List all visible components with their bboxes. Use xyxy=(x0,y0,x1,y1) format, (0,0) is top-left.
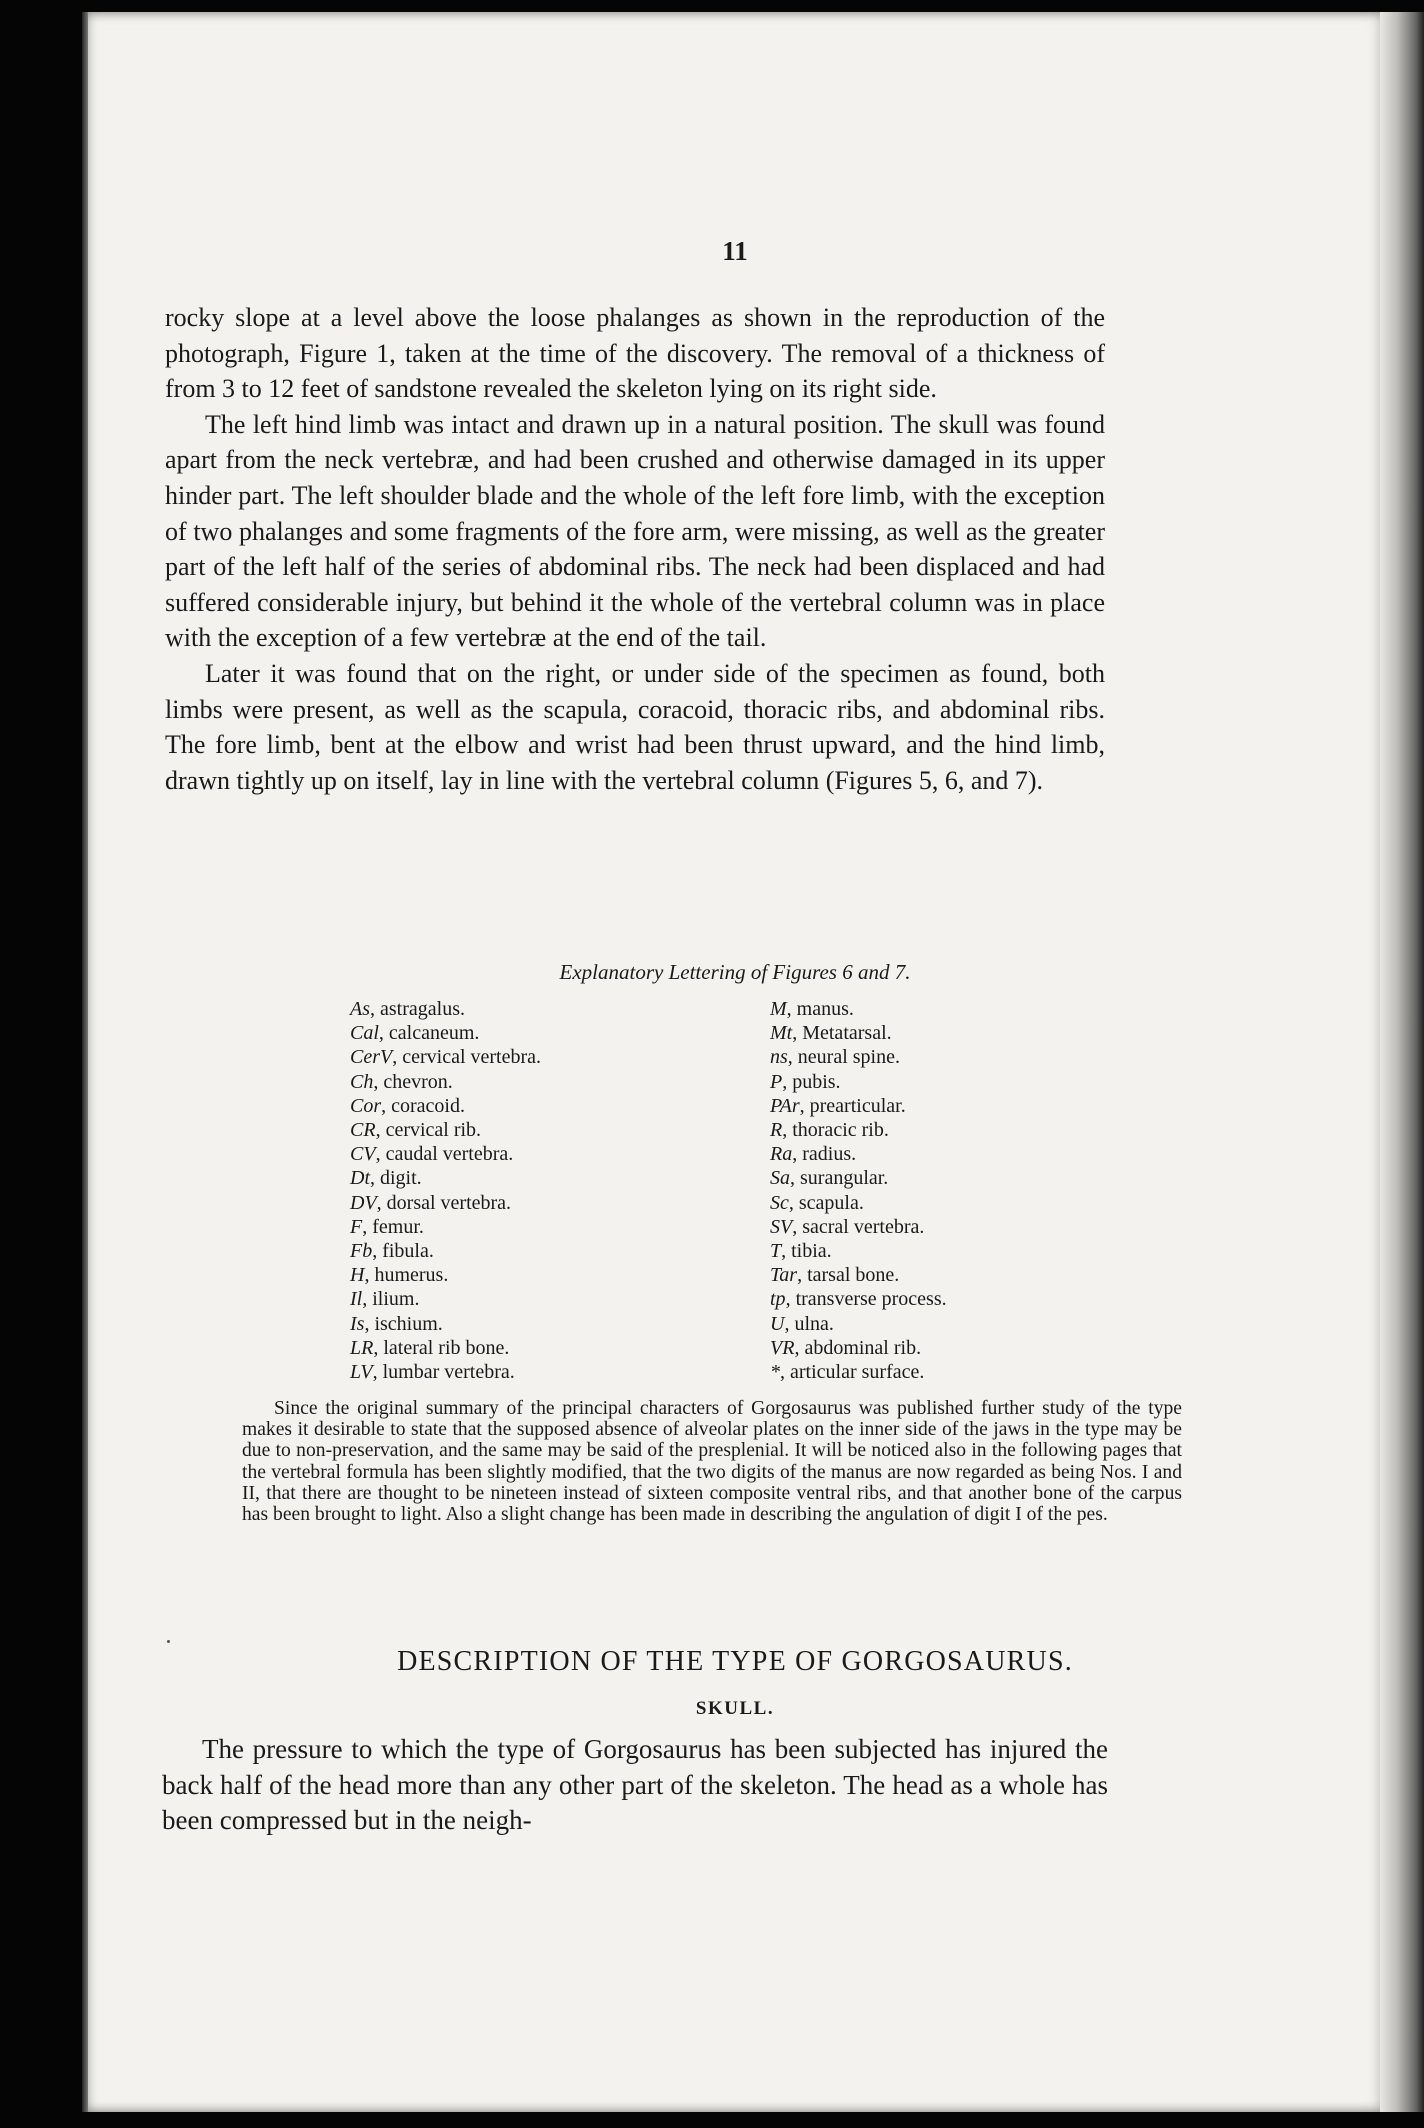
legend-description: , lumbar vertebra. xyxy=(372,1361,515,1384)
legend-item xyxy=(770,1215,1150,1239)
paragraph: The left hind limb was intact and drawn up in a natural position. The skull was found apart from the neck vertebræ, and had been crushed and otherwise damaged in its upper hinder part. The left shoulder blade and the whole of the left fore limb, with the exception of two phalanges and some fragments of the fore arm, were missing, as well as the greater part of the left half of the series of abdominal ribs. The neck had been displaced and had suffered considerable injury, but behind it the whole of the vertebral column was in place with the exception of a few vertebræ at the end of the tail. xyxy=(165,409,1105,653)
legend-item xyxy=(770,1263,1150,1287)
legend-abbreviation: DV xyxy=(350,1191,377,1214)
legend-item xyxy=(350,1070,730,1094)
dot-mark xyxy=(167,1640,170,1643)
legend-column-right xyxy=(770,997,1150,1384)
footnote-summary xyxy=(242,1398,1182,1525)
legend-abbreviation: CV xyxy=(350,1143,376,1166)
legend-abbreviation: R xyxy=(770,1119,783,1142)
page-edge-left xyxy=(82,12,88,2112)
legend-item xyxy=(770,1336,1150,1360)
legend-abbreviation: Fb xyxy=(350,1240,373,1263)
legend-item xyxy=(770,1312,1150,1336)
legend-item xyxy=(350,1142,730,1166)
legend-item xyxy=(770,1142,1150,1166)
legend-item xyxy=(770,1287,1150,1311)
paragraph: rocky slope at a level above the loose phalanges as shown in the reproduction of the photograph, Figure 1, taken at the time of the discovery. The removal of a thickness of from 3 to 12 feet of sandstone revealed the skeleton lying on its right side. xyxy=(165,303,1105,404)
legend-description: , dorsal vertebra. xyxy=(376,1191,512,1214)
subsection-title: SKULL. xyxy=(695,1698,775,1719)
legend-description: , prearticular. xyxy=(799,1094,906,1117)
legend-description: , transverse process. xyxy=(785,1288,947,1311)
legend-item xyxy=(770,1191,1150,1215)
legend-item xyxy=(350,1191,730,1215)
legend-item xyxy=(350,1360,730,1384)
legend-description: , tarsal bone. xyxy=(797,1264,900,1287)
legend-item xyxy=(770,1360,1150,1384)
legend-description: , caudal vertebra. xyxy=(375,1143,514,1166)
paragraph: The pressure to which the type of Gorgosaurus has been subjected has injured the back half of the head more than any other part of the skeleton. The head as a whole has been compressed but in the neigh- xyxy=(162,1734,1108,1836)
legend-description: , cervical vertebra. xyxy=(392,1046,542,1069)
legend-abbreviation: Cal xyxy=(350,1022,379,1045)
legend-abbreviation: P xyxy=(770,1070,783,1093)
legend-abbreviation: VR xyxy=(770,1336,795,1359)
legend-description: , lateral rib bone. xyxy=(373,1336,510,1359)
legend-description: , manus. xyxy=(786,998,854,1020)
page-edge-right xyxy=(1380,12,1424,2112)
legend-title: Explanatory Lettering of Figures 6 and 7. xyxy=(559,960,911,984)
legend-item xyxy=(350,1045,730,1069)
legend-abbreviation: ns xyxy=(770,1046,788,1069)
legend-description: , sacral vertebra. xyxy=(792,1215,925,1238)
legend-item xyxy=(770,1070,1150,1094)
legend-item xyxy=(350,1166,730,1190)
legend-abbreviation: H xyxy=(350,1264,365,1287)
legend-description: , humerus. xyxy=(364,1264,449,1287)
legend-description: , chevron. xyxy=(373,1070,453,1093)
legend-item xyxy=(350,1263,730,1287)
legend-description: , radius. xyxy=(792,1143,857,1166)
legend-item xyxy=(350,1336,730,1360)
note-paragraph: Since the original summary of the principal characters of Gorgosaurus was published further study of the type makes it desirable to state that the supposed absence of alveolar plates on the inner side of the jaws in the type may be due to non-preservation, and the same may be said of the presplenial. It will be noticed also in the following pages that the vertebral formula has been slightly modified, that the two digits of the manus are now regarded as being Nos. I and II, that there are thought to be nineteen instead of sixteen composite ventral ribs, and that another bone of the carpus has been brought to light. Also a slight change has been made in describing the angulation of digit I of the pes. xyxy=(242,1398,1182,1526)
legend-abbreviation: LR xyxy=(350,1336,374,1359)
legend-description: , Metatarsal. xyxy=(792,1022,892,1045)
legend-item xyxy=(770,1021,1150,1045)
legend-abbreviation: U xyxy=(770,1312,785,1335)
legend-abbreviation: Sa xyxy=(770,1167,790,1190)
document-page xyxy=(82,12,1388,2112)
legend-abbreviation: tp xyxy=(770,1288,786,1311)
legend-description: , articular surface. xyxy=(780,1361,925,1384)
legend-abbreviation: Dt xyxy=(350,1167,370,1190)
legend-item xyxy=(350,1118,730,1142)
body-text xyxy=(165,300,1105,798)
legend-abbreviation: Ra xyxy=(770,1143,793,1166)
legend-abbreviation: CR xyxy=(350,1119,376,1142)
legend-abbreviation: PAr xyxy=(770,1094,800,1117)
legend-description: , coracoid. xyxy=(381,1094,465,1117)
paragraph: Later it was found that on the right, or under side of the specimen as found, both limbs were present, as well as the scapula, coracoid, thoracic ribs, and abdominal ribs. The fore limb, bent at the elbow and wrist had been thrust upward, and the hind limb, drawn tightly up on itself, lay in line with the vertebral column (Figures 5, 6, and 7). xyxy=(165,658,1105,795)
legend-item xyxy=(350,1021,730,1045)
legend-item xyxy=(770,1166,1150,1190)
legend-description: , calcaneum. xyxy=(378,1022,480,1045)
legend-item xyxy=(770,1094,1150,1118)
legend-description: , ischium. xyxy=(364,1312,443,1335)
section-title: DESCRIPTION OF THE TYPE OF GORGOSAURUS. xyxy=(397,1646,1073,1677)
legend-abbreviation: As xyxy=(350,998,370,1020)
legend-abbreviation: Sc xyxy=(770,1191,789,1214)
legend-description: , fibula. xyxy=(372,1240,434,1263)
legend-description: , cervical rib. xyxy=(375,1119,482,1142)
legend-item xyxy=(350,997,730,1021)
legend-description: , scapula. xyxy=(788,1191,864,1214)
legend-abbreviation: Il xyxy=(350,1288,363,1311)
legend-abbreviation: Is xyxy=(350,1312,365,1335)
legend-item xyxy=(770,1239,1150,1263)
legend-item xyxy=(350,1239,730,1263)
body-text-2 xyxy=(162,1732,1108,1839)
page-number: 11 xyxy=(722,236,748,266)
legend-description: , femur. xyxy=(362,1215,424,1238)
legend-item xyxy=(350,1094,730,1118)
legend-item xyxy=(350,1312,730,1336)
legend-abbreviation: CerV xyxy=(350,1046,393,1069)
legend-description: , tibia. xyxy=(781,1240,832,1263)
legend-abbreviation: Ch xyxy=(350,1070,374,1093)
legend-abbreviation: Mt xyxy=(770,1022,793,1045)
legend-column-left xyxy=(350,997,730,1384)
legend-description: , digit. xyxy=(370,1167,422,1190)
legend-description: , pubis. xyxy=(782,1070,841,1093)
legend-description: , surangular. xyxy=(790,1167,889,1190)
legend-item xyxy=(770,997,1150,1021)
legend-description: , astragalus. xyxy=(370,998,465,1020)
legend-abbreviation: Cor xyxy=(350,1094,382,1117)
legend-item xyxy=(770,1118,1150,1142)
legend-abbreviation: T xyxy=(770,1240,782,1263)
legend-abbreviation: Tar xyxy=(770,1264,798,1287)
legend-item xyxy=(350,1287,730,1311)
legend-description: , ilium. xyxy=(362,1288,420,1311)
legend-description: , abdominal rib. xyxy=(794,1336,922,1359)
legend-item xyxy=(350,1215,730,1239)
legend-abbreviation: LV xyxy=(350,1361,373,1384)
legend-description: , thoracic rib. xyxy=(782,1119,889,1142)
legend-description: , ulna. xyxy=(784,1312,834,1335)
legend-item xyxy=(770,1045,1150,1069)
legend-abbreviation: SV xyxy=(770,1215,793,1238)
legend-abbreviation: * xyxy=(770,1361,780,1384)
legend-abbreviation: F xyxy=(350,1215,363,1238)
legend-abbreviation: M xyxy=(770,998,787,1020)
legend-description: , neural spine. xyxy=(787,1046,900,1069)
